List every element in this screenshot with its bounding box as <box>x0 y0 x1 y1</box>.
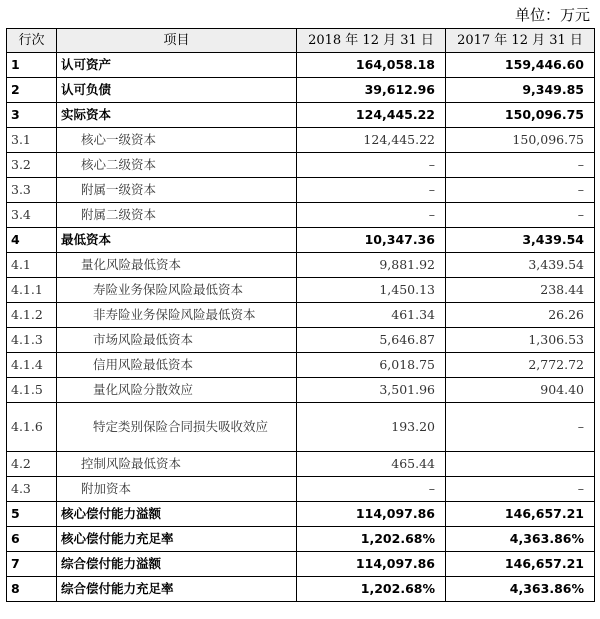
row-item: 综合偿付能力溢额 <box>57 552 297 577</box>
value-2018: 10,347.36 <box>297 228 446 253</box>
row-item: 特定类别保险合同损失吸收效应 <box>57 403 297 452</box>
row-number: 3 <box>7 103 57 128</box>
value-2017: 904.40 <box>446 378 595 403</box>
row-number: 4.1.4 <box>7 353 57 378</box>
value-2018: 164,058.18 <box>297 53 446 78</box>
table-row <box>7 178 595 203</box>
row-item: 量化风险分散效应 <box>57 378 297 403</box>
table-row <box>7 128 595 153</box>
value-2017: 146,657.21 <box>446 502 595 527</box>
value-2017: 4,363.86% <box>446 577 595 602</box>
row-item: 附属一级资本 <box>57 178 297 203</box>
row-number: 6 <box>7 527 57 552</box>
row-number: 4.1.2 <box>7 303 57 328</box>
value-2018: – <box>297 153 446 178</box>
header-row-no: 行次 <box>7 29 57 53</box>
value-2018: 465.44 <box>297 452 446 477</box>
row-item: 附加资本 <box>57 477 297 502</box>
table-row <box>7 103 595 128</box>
value-2017: – <box>446 178 595 203</box>
header-2017: 2017 年 12 月 31 日 <box>446 29 595 53</box>
value-2018: 124,445.22 <box>297 103 446 128</box>
row-number: 4.1 <box>7 253 57 278</box>
value-2018: 193.20 <box>297 403 446 452</box>
table-row <box>7 53 595 78</box>
table-row <box>7 303 595 328</box>
table-row <box>7 253 595 278</box>
value-2017: – <box>446 403 595 452</box>
value-2017: – <box>446 477 595 502</box>
table-header-row <box>7 29 595 53</box>
table-row <box>7 228 595 253</box>
table-row <box>7 153 595 178</box>
row-number: 8 <box>7 577 57 602</box>
row-number: 3.1 <box>7 128 57 153</box>
table-row <box>7 378 595 403</box>
row-number: 4.2 <box>7 452 57 477</box>
row-item: 认可负债 <box>57 78 297 103</box>
table-row <box>7 477 595 502</box>
value-2018: 3,501.96 <box>297 378 446 403</box>
table-row <box>7 452 595 477</box>
value-2017: 3,439.54 <box>446 228 595 253</box>
table-row <box>7 403 595 452</box>
table-row <box>7 203 595 228</box>
value-2018: 114,097.86 <box>297 502 446 527</box>
value-2017: 159,446.60 <box>446 53 595 78</box>
row-number: 3.3 <box>7 178 57 203</box>
value-2018: 124,445.22 <box>297 128 446 153</box>
row-number: 1 <box>7 53 57 78</box>
value-2018: 9,881.92 <box>297 253 446 278</box>
unit-label: 单位：万元 <box>514 6 590 24</box>
row-number: 4 <box>7 228 57 253</box>
table-body <box>7 53 595 602</box>
row-item: 控制风险最低资本 <box>57 452 297 477</box>
row-item: 量化风险最低资本 <box>57 253 297 278</box>
row-number: 4.1.3 <box>7 328 57 353</box>
row-number: 4.1.5 <box>7 378 57 403</box>
header-2018: 2018 年 12 月 31 日 <box>297 29 446 53</box>
value-2017: 238.44 <box>446 278 595 303</box>
value-2017: 150,096.75 <box>446 128 595 153</box>
row-item: 信用风险最低资本 <box>57 353 297 378</box>
value-2017: 146,657.21 <box>446 552 595 577</box>
row-number: 4.3 <box>7 477 57 502</box>
value-2018: – <box>297 178 446 203</box>
value-2018: 114,097.86 <box>297 552 446 577</box>
table-row <box>7 577 595 602</box>
value-2017: 4,363.86% <box>446 527 595 552</box>
row-item: 核心偿付能力溢额 <box>57 502 297 527</box>
row-item: 非寿险业务保险风险最低资本 <box>57 303 297 328</box>
value-2017: 2,772.72 <box>446 353 595 378</box>
row-number: 5 <box>7 502 57 527</box>
table-row <box>7 502 595 527</box>
value-2018: 1,202.68% <box>297 527 446 552</box>
value-2017: – <box>446 153 595 178</box>
row-item: 附属二级资本 <box>57 203 297 228</box>
table-row <box>7 552 595 577</box>
row-number: 2 <box>7 78 57 103</box>
value-2018: – <box>297 203 446 228</box>
table-row <box>7 278 595 303</box>
value-2018: 5,646.87 <box>297 328 446 353</box>
value-2018: 1,450.13 <box>297 278 446 303</box>
row-item: 市场风险最低资本 <box>57 328 297 353</box>
header-item: 项目 <box>57 29 297 53</box>
solvency-table <box>6 28 595 602</box>
table-row <box>7 328 595 353</box>
row-item: 综合偿付能力充足率 <box>57 577 297 602</box>
value-2018: 6,018.75 <box>297 353 446 378</box>
row-item: 核心偿付能力充足率 <box>57 527 297 552</box>
value-2018: 1,202.68% <box>297 577 446 602</box>
value-2017: – <box>446 203 595 228</box>
value-2018: 461.34 <box>297 303 446 328</box>
row-number: 4.1.6 <box>7 403 57 452</box>
row-number: 7 <box>7 552 57 577</box>
row-item: 认可资产 <box>57 53 297 78</box>
value-2017: 1,306.53 <box>446 328 595 353</box>
table-row <box>7 527 595 552</box>
row-item: 核心二级资本 <box>57 153 297 178</box>
table-row <box>7 78 595 103</box>
row-item: 核心一级资本 <box>57 128 297 153</box>
value-2017: 3,439.54 <box>446 253 595 278</box>
value-2018: – <box>297 477 446 502</box>
row-item: 寿险业务保险风险最低资本 <box>57 278 297 303</box>
row-item: 实际资本 <box>57 103 297 128</box>
row-number: 4.1.1 <box>7 278 57 303</box>
value-2017: 26.26 <box>446 303 595 328</box>
value-2017: 150,096.75 <box>446 103 595 128</box>
value-2018: 39,612.96 <box>297 78 446 103</box>
row-number: 3.4 <box>7 203 57 228</box>
value-2017: 9,349.85 <box>446 78 595 103</box>
row-number: 3.2 <box>7 153 57 178</box>
table-row <box>7 353 595 378</box>
row-item: 最低资本 <box>57 228 297 253</box>
value-2017 <box>446 452 595 477</box>
